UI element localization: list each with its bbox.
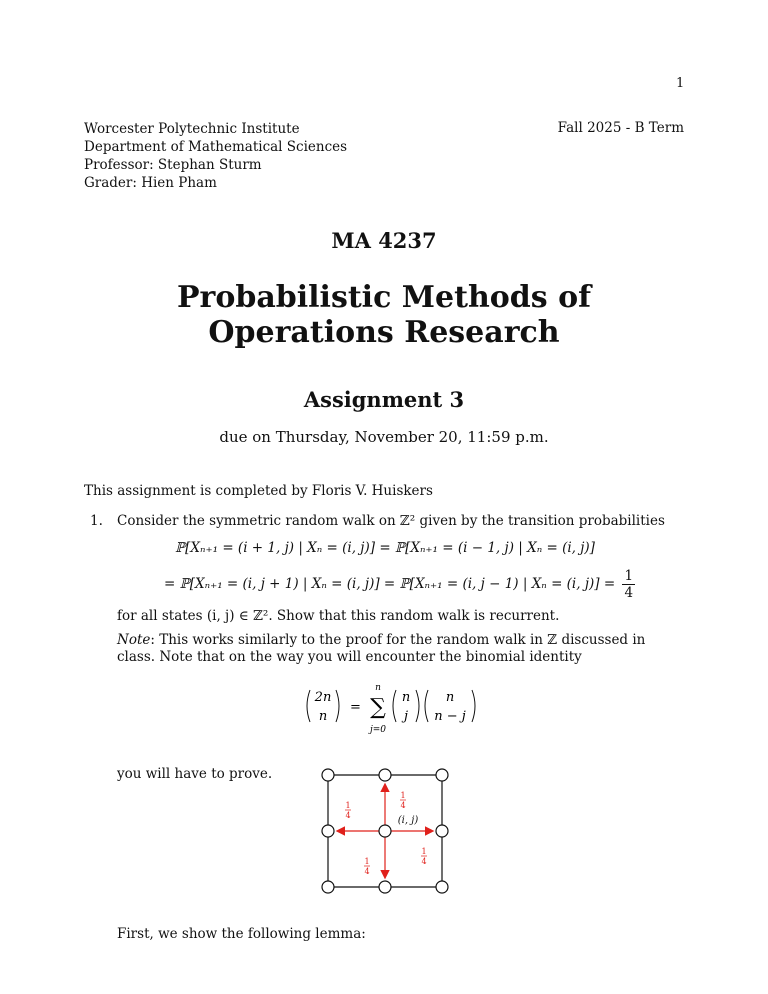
prob-down-den: 4 [364,867,370,876]
node-center [379,825,391,837]
node [436,881,448,893]
note [117,632,677,666]
node [379,769,391,781]
problem-intro: Consider the symmetric random walk on ℤ² given by the transition probabilities [117,513,665,529]
prob-up-den: 4 [400,801,406,810]
course-code: MA 4237 [331,228,437,253]
course-title-line1: Probabilistic Methods of [176,280,591,315]
prove-text: you will have to prove. [117,766,273,782]
department: Department of Mathematical Sciences [84,139,348,155]
institution: Worcester Polytechnic Institute [84,121,300,137]
problem-number: 1. [90,513,103,529]
node [436,825,448,837]
term: Fall 2025 - B Term [557,120,684,136]
node [322,825,334,837]
professor: Professor: Stephan Sturm [84,157,262,173]
node [379,881,391,893]
quarter-fraction [622,568,635,601]
binomial-identity [300,676,520,736]
center-label: (i, j) [397,815,419,826]
node [436,769,448,781]
lhs-top: 2n [314,690,332,705]
lhs-bottom: n [318,709,328,724]
prob-down-num: 1 [364,857,370,866]
lemma-intro: First, we show the following lemma: [117,926,366,942]
fraction-numerator: 1 [624,568,634,584]
recurrent-statement: for all states (i, j) ∈ ℤ². Show that this random walk is recurrent. [117,608,560,624]
sum-symbol: ∑ [370,695,386,720]
binom1-bottom: j [403,709,409,724]
prob-up-num: 1 [400,791,406,800]
sum-upper: n [375,683,381,693]
course-title [0,280,768,350]
node [322,881,334,893]
node [322,769,334,781]
note-label: Note [117,632,151,648]
binom1-top: n [401,690,411,705]
binom2-bottom: n − j [434,709,466,724]
equals-sign: = [350,700,361,715]
equation-line-2-text: = ℙ[Xₙ₊₁ = (i, j + 1) | Xₙ = (i, j)] = ℙ[Xₙ₊₁ = (i, j − 1) | Xₙ = (i, j)] = [164,576,616,592]
due-date: due on Thursday, November 20, 11:59 p.m. [219,428,549,446]
course-title-line2: Operations Research [208,315,560,350]
prob-right-num: 1 [421,847,427,856]
sum-lower: j=0 [369,725,387,735]
page-number: 1 [676,76,685,91]
grader: Grader: Hien Pham [84,175,217,191]
binom2-top: n [445,690,455,705]
prob-left-num: 1 [345,801,351,810]
equation-line-1: ℙ[Xₙ₊₁ = (i + 1, j) | Xₙ = (i, j)] = ℙ[Xₙ₊₁ = (i − 1, j) | Xₙ = (i, j)] [175,540,595,556]
header-left [84,120,347,192]
note-text: : This works similarly to the proof for the random walk in ℤ discussed in class. Note that on the way you will encounter the binomial identity [117,632,646,665]
fraction-denominator: 4 [624,585,634,601]
prob-right-den: 4 [421,857,427,866]
completed-by: This assignment is completed by Floris V. Huiskers [84,483,433,499]
equation-line-2 [164,568,635,601]
prob-left-den: 4 [345,811,351,820]
random-walk-diagram [300,760,470,900]
assignment-title: Assignment 3 [303,387,465,412]
